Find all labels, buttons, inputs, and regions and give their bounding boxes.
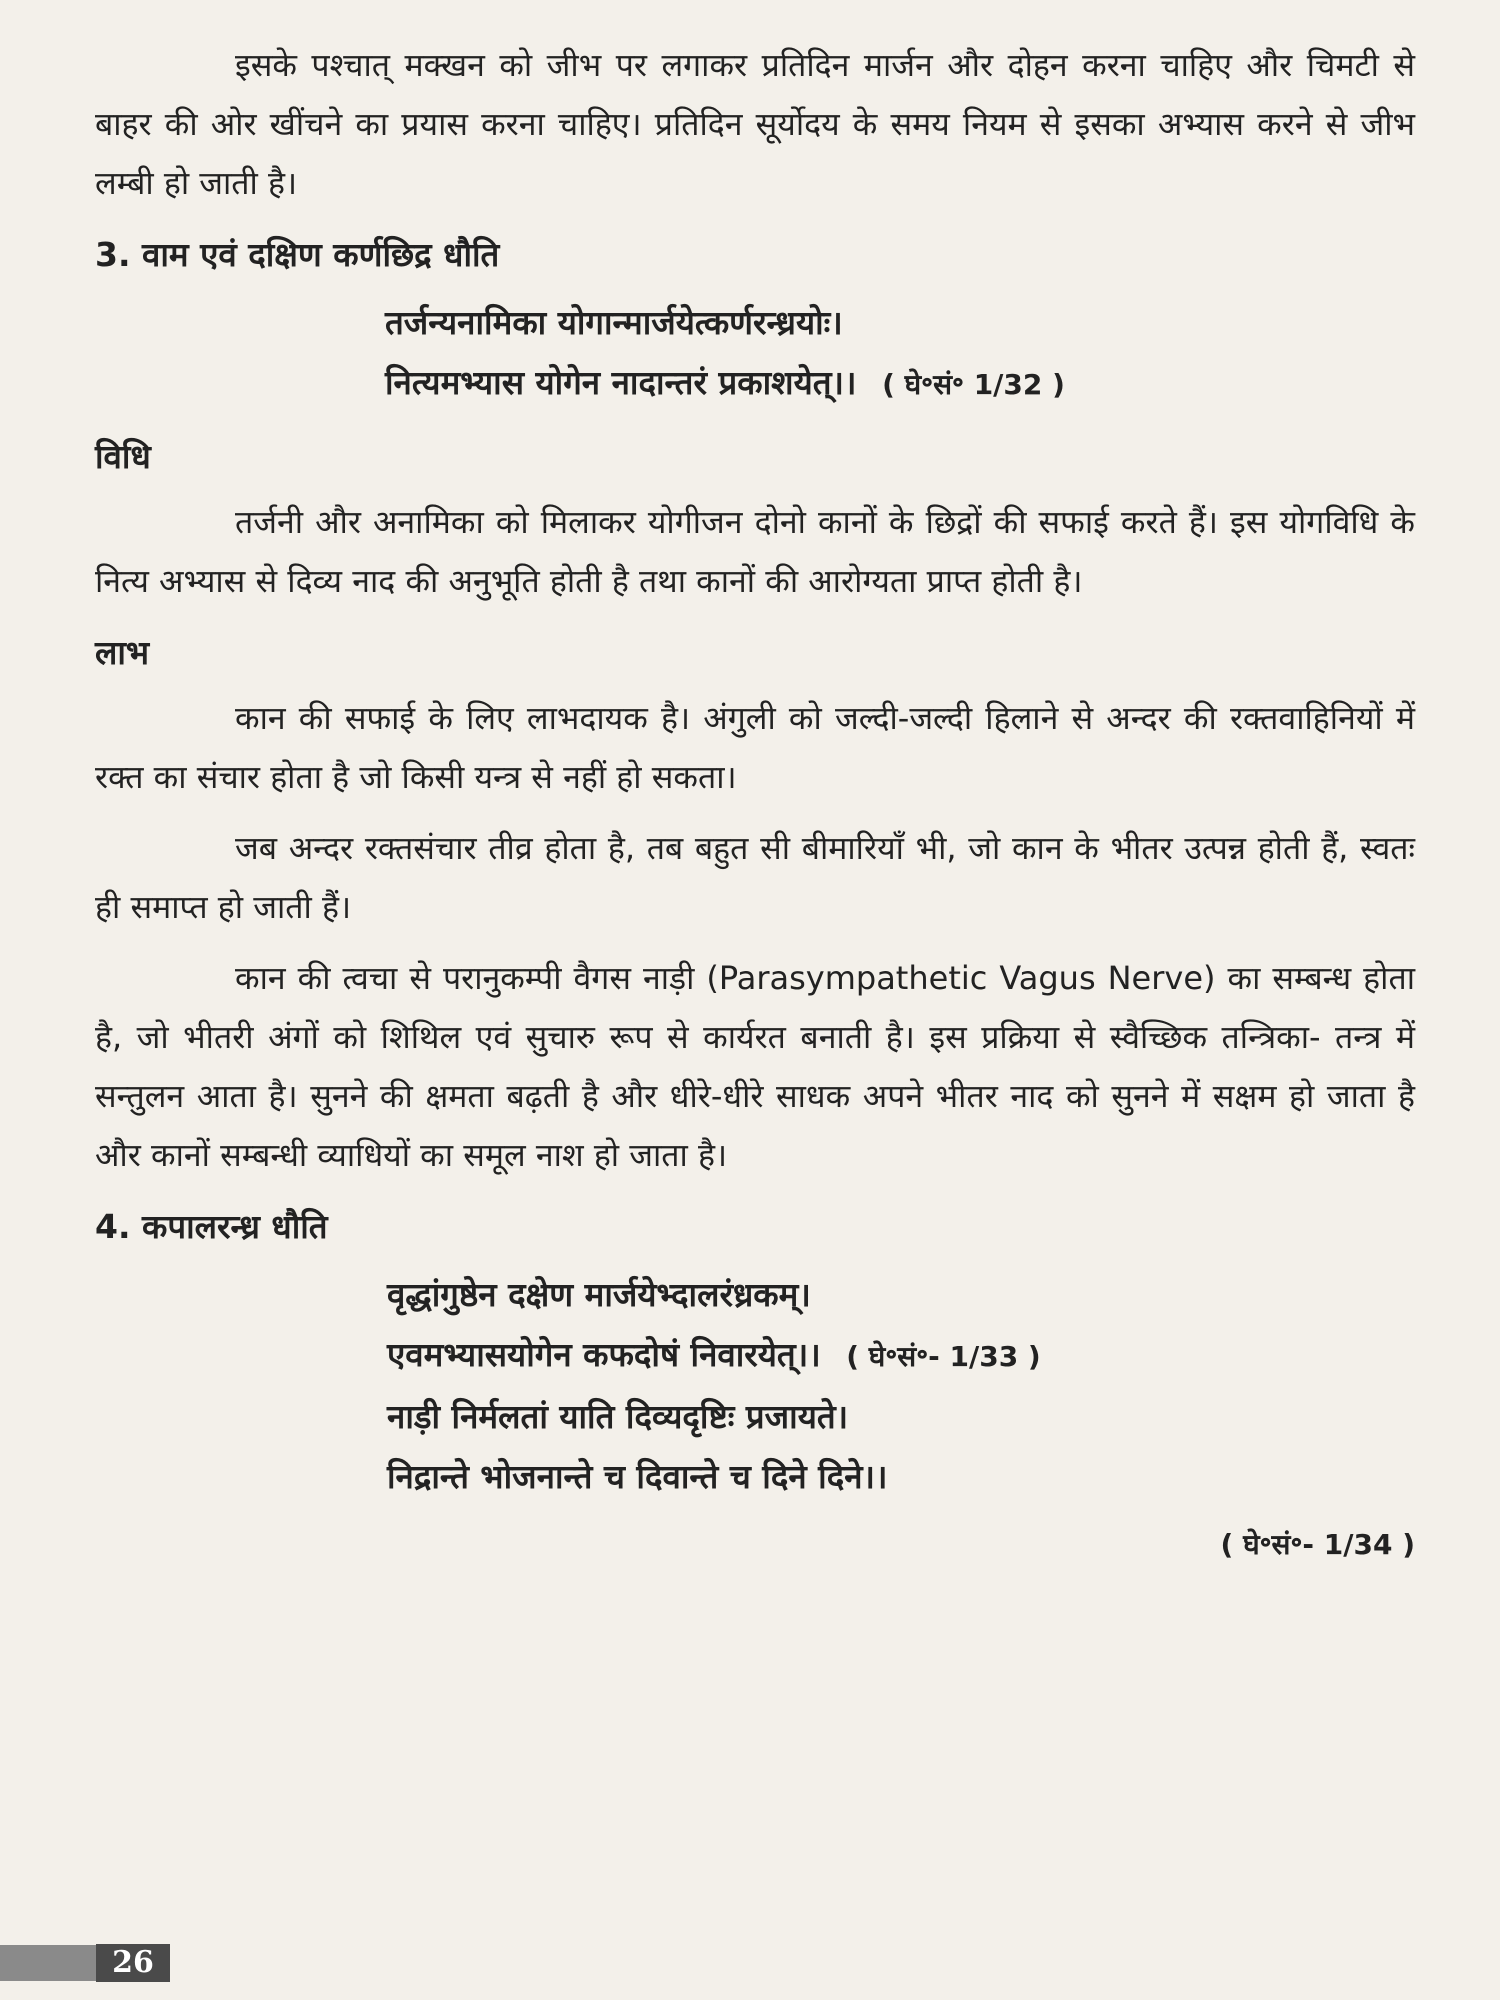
section-3-verse <box>95 293 1415 415</box>
vidhi-paragraph: तर्जनी और अनामिका को मिलाकर योगीजन दोनो कानों के छिद्रों की सफाई करते हैं। इस योगविधि के नित्य अभ्यास से दिव्य नाद की अनुभूति होती है तथा कानों की आरोग्यता प्राप्त होती है। <box>95 503 1415 600</box>
verse-line <box>95 353 1415 415</box>
labh-paragraph-3: कान की त्वचा से परानुकम्पी वैगस नाड़ी (Parasympathetic Vagus Nerve) का सम्बन्ध होता है, जो भीतरी अंगों को शिथिल एवं सुचारु रूप से कार्यरत बनाती है। इस प्रक्रिया से स्वैच्छिक तन्त्रिका- तन्त्र में सन्तुलन आता है। सुनने की क्षमता बढ़ती है और धीरे-धीरे साधक अपने भीतर नाद को सुनने में सक्षम हो जाता है और कानों सम्बन्धी व्याधियों का समूल नाश हो जाता है। <box>95 959 1415 1174</box>
intro-paragraph: इसके पश्चात् मक्खन को जीभ पर लगाकर प्रतिदिन मार्जन और दोहन करना चाहिए और चिमटी से बाहर की ओर खींचने का प्रयास करना चाहिए। प्रतिदिन सूर्योदय के समय नियम से इसका अभ्यास करने से जीभ लम्बी हो जाती है। <box>95 46 1415 202</box>
verse-line <box>95 1325 1415 1387</box>
verse-line: वृद्धांगुष्ठेन दक्षेण मार्जयेभ्दालरंध्रकम्। <box>387 1275 811 1314</box>
section-4-heading: 4. कपालरन्ध्र धौति <box>95 1207 328 1246</box>
labh-heading: लाभ <box>95 633 150 672</box>
verse-reference: ( घे॰सं॰ 1/32 ) <box>882 368 1065 401</box>
vidhi-heading: विधि <box>95 437 151 476</box>
verse-text: एवमभ्यासयोगेन कफदोषं निवारयेत्।। <box>387 1335 821 1374</box>
verse-reference: ( घे॰सं॰- 1/34 ) <box>1220 1528 1415 1561</box>
verse-reference: ( घे॰सं॰- 1/33 ) <box>846 1340 1041 1373</box>
verse-line: निद्रान्ते भोजनान्ते च दिवान्ते च दिने दिने।। <box>387 1457 888 1496</box>
section-4-verse <box>95 1265 1415 1507</box>
labh-paragraph-2: जब अन्दर रक्तसंचार तीव्र होता है, तब बहुत सी बीमारियाँ भी, जो कान के भीतर उत्पन्न होती हैं, स्वतः ही समाप्त हो जाती हैं। <box>95 829 1415 926</box>
verse-line: नाड़ी निर्मलतां याति दिव्यदृष्टिः प्रजायते। <box>387 1397 849 1436</box>
verse-line: तर्जन्यनामिका योगान्मार्जयेत्कर्णरन्ध्रयोः। <box>385 303 843 342</box>
section-3-heading: 3. वाम एवं दक्षिण कर्णछिद्र धौति <box>95 235 500 274</box>
labh-paragraph-1: कान की सफाई के लिए लाभदायक है। अंगुली को जल्दी-जल्दी हिलाने से अन्दर की रक्तवाहिनियों में रक्त का संचार होता है जो किसी यन्त्र से नहीं हो सकता। <box>95 699 1415 796</box>
page-number: 26 <box>96 1944 170 1982</box>
page-content <box>95 36 1415 1573</box>
verse-text: नित्यमभ्यास योगेन नादान्तरं प्रकाशयेत्।। <box>385 363 857 402</box>
